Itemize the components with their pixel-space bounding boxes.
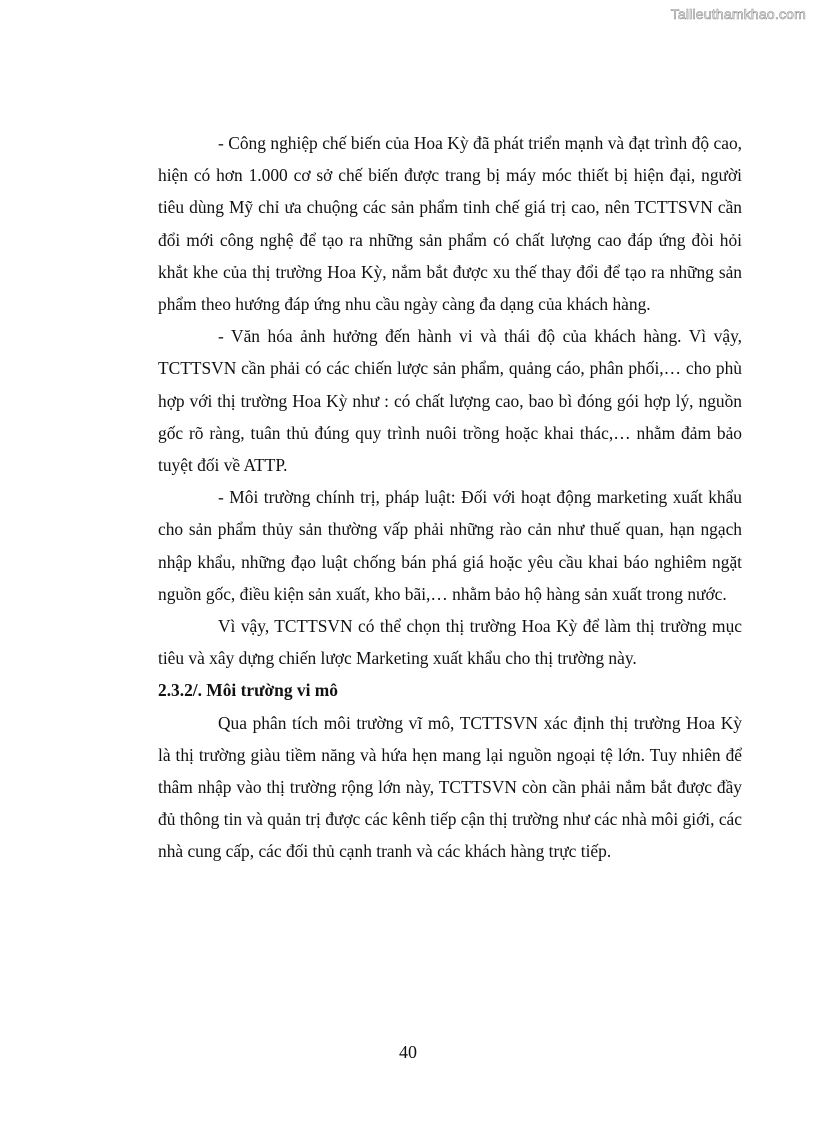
watermark-logo: Tailieuthamkhao.com: [670, 6, 806, 22]
section-heading: 2.3.2/. Môi trường vi mô: [158, 680, 338, 701]
paragraph-political-legal: - Môi trường chính trị, pháp luật: Đối với hoạt động marketing xuất khẩu cho sản phẩm thủy sản thường vấp phải những rào cản như thuế quan, hạn ngạch nhập khẩu, những đạo luật chống bán phá giá hoặc yêu cầu khai báo nghiêm ngặt nguồn gốc, điều kiện sản xuất, kho bãi,… nhằm bảo hộ hàng sản xuất trong nước.: [158, 487, 742, 604]
paragraph-conclusion: Vì vậy, TCTTSVN có thể chọn thị trường Hoa Kỳ để làm thị trường mục tiêu và xây dựng chiến lược Marketing xuất khẩu cho thị trường này.: [158, 616, 742, 669]
paragraph-processing-industry: - Công nghiệp chế biến của Hoa Kỳ đã phát triển mạnh và đạt trình độ cao, hiện có hơn 1.000 cơ sở chế biến được trang bị máy móc thiết bị hiện đại, người tiêu dùng Mỹ chỉ ưa chuộng các sản phẩm tinh chế giá trị cao, nên TCTTSVN cần đổi mới công nghệ để tạo ra những sản phẩm có chất lượng cao đáp ứng đòi hỏi khắt khe của thị trường Hoa Kỳ, nắm bắt được xu thế thay đổi để tạo ra những sản phẩm theo hướng đáp ứng nhu cầu ngày càng đa dạng của khách hàng.: [158, 133, 742, 315]
paragraph-micro-environment: Qua phân tích môi trường vĩ mô, TCTTSVN xác định thị trường Hoa Kỳ là thị trường giàu tiềm năng và hứa hẹn mang lại nguồn ngoại tệ lớn. Tuy nhiên để thâm nhập vào thị trường rộng lớn này, TCTTSVN còn cần phải nắm bắt được đầy đủ thông tin và quản trị được các kênh tiếp cận thị trường như các nhà môi giới, các nhà cung cấp, các đối thủ cạnh tranh và các khách hàng trực tiếp.: [158, 712, 742, 862]
document-body: [158, 127, 742, 868]
paragraph-culture: - Văn hóa ảnh hưởng đến hành vi và thái độ của khách hàng. Vì vậy, TCTTSVN cần phải có các chiến lược sản phẩm, quảng cáo, phân phối,… cho phù hợp với thị trường Hoa Kỳ như : có chất lượng cao, bao bì đóng gói hợp lý, nguồn gốc rõ ràng, tuân thủ đúng quy trình nuôi trồng hoặc khai thác,… nhằm đảm bảo tuyệt đối về ATTP.: [158, 326, 742, 476]
page-number: 40: [399, 1042, 417, 1062]
